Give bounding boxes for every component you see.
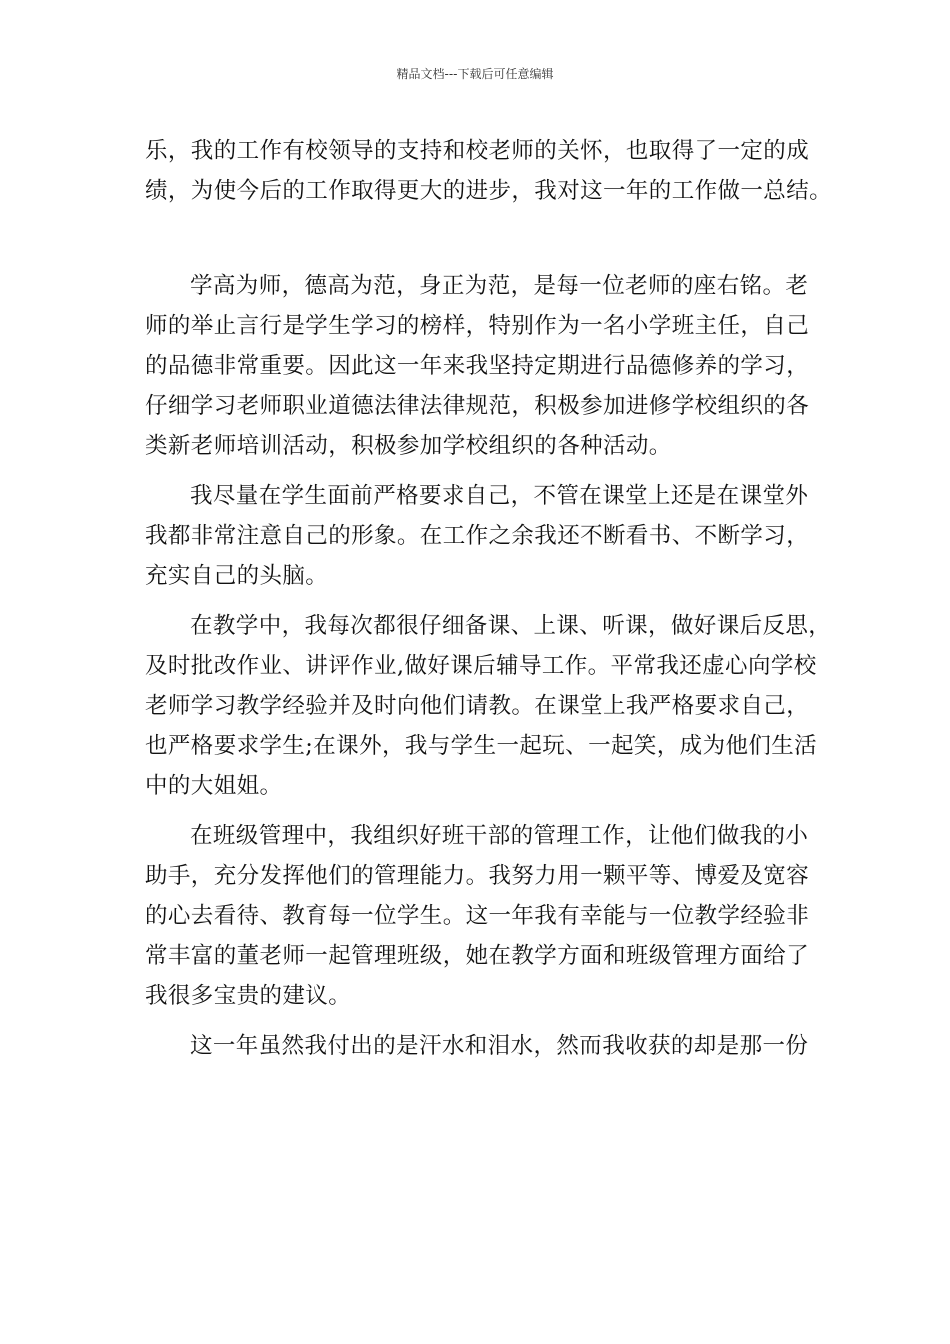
page-header: 精品文档---下载后可任意编辑 bbox=[396, 67, 554, 81]
paragraph bbox=[145, 816, 810, 1016]
paragraph-line: 我尽量在学生面前严格要求自己，不管在课堂上还是在课堂外 bbox=[190, 483, 809, 509]
paragraph-line: 充实自己的头脑。 bbox=[145, 563, 329, 589]
paragraph bbox=[145, 131, 833, 211]
paragraph-spacer bbox=[145, 211, 810, 266]
paragraph-line: 师的举止言行是学生学习的榜样，特别作为一名小学班主任，自己 bbox=[145, 313, 810, 339]
paragraph-line: 乐，我的工作有校领导的支持和校老师的关怀，也取得了一定的成 bbox=[145, 138, 810, 164]
document-body bbox=[145, 131, 833, 1066]
paragraph-line: 及时批改作业、讲评作业,做好课后辅导工作。平常我还虚心向学校 bbox=[145, 653, 817, 679]
paragraph-line: 常丰富的董老师一起管理班级，她在教学方面和班级管理方面给了 bbox=[145, 943, 810, 969]
paragraph-line: 学高为师，德高为范，身正为范，是每一位老师的座右铭。老 bbox=[190, 273, 809, 299]
paragraph-line: 也严格要求学生;在课外，我与学生一起玩、一起笑，成为他们生活 bbox=[145, 733, 818, 759]
paragraph-line: 这一年虽然我付出的是汗水和泪水，然而我收获的却是那一份 bbox=[190, 1033, 809, 1059]
paragraph bbox=[145, 1026, 810, 1066]
paragraph-line: 老师学习教学经验并及时向他们请教。在课堂上我严格要求自己， bbox=[145, 693, 810, 719]
paragraph-spacer bbox=[145, 466, 810, 476]
paragraph-line: 绩，为使今后的工作取得更大的进步，我对这一年的工作做一总结。 bbox=[145, 178, 833, 204]
paragraph-line: 中的大姐姐。 bbox=[145, 773, 283, 799]
paragraph-line: 助手，充分发挥他们的管理能力。我努力用一颗平等、博爱及宽容 bbox=[145, 863, 810, 889]
paragraph bbox=[145, 266, 810, 466]
paragraph bbox=[145, 476, 810, 596]
paragraph-spacer bbox=[145, 806, 810, 816]
paragraph-line: 类新老师培训活动，积极参加学校组织的各种活动。 bbox=[145, 433, 672, 459]
paragraph-line: 仔细学习老师职业道德法律法律规范，积极参加进修学校组织的各 bbox=[145, 393, 810, 419]
paragraph-line: 在班级管理中，我组织好班干部的管理工作，让他们做我的小 bbox=[190, 823, 809, 849]
paragraph-line: 我都非常注意自己的形象。在工作之余我还不断看书、不断学习， bbox=[145, 523, 810, 549]
paragraph bbox=[145, 606, 832, 806]
paragraph-line: 在教学中，我每次都很仔细备课、上课、听课，做好课后反思， bbox=[190, 613, 832, 639]
paragraph-spacer bbox=[145, 1016, 810, 1026]
paragraph-line: 我很多宝贵的建议。 bbox=[145, 983, 352, 1009]
paragraph-spacer bbox=[145, 596, 810, 606]
paragraph-line: 的心去看待、教育每一位学生。这一年我有幸能与一位教学经验非 bbox=[145, 903, 810, 929]
paragraph-line: 的品德非常重要。因此这一年来我坚持定期进行品德修养的学习， bbox=[145, 353, 810, 379]
